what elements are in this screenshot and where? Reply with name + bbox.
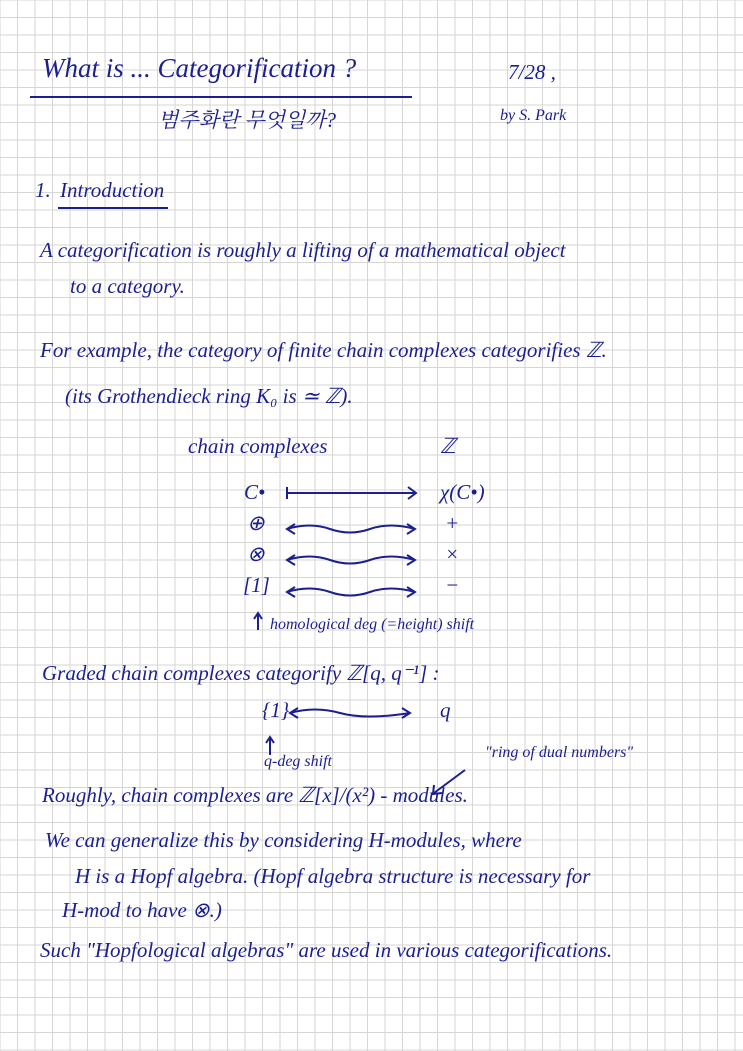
diagram-left-header: chain complexes xyxy=(188,434,328,458)
maps-to-arrow xyxy=(287,487,416,499)
diagram-right-item: + xyxy=(445,511,460,535)
graded-line: Graded chain complexes categorify ℤ[q, q⁻¹] : xyxy=(42,661,440,685)
paragraph-line: For example, the category of finite chain complexes categorifies ℤ. xyxy=(40,338,607,362)
closing-line: We can generalize this by considering H-modules, where xyxy=(45,828,522,852)
wavy-double-arrow xyxy=(287,555,415,565)
diagram-left-item: ⊗ xyxy=(247,542,265,566)
author: by S. Park xyxy=(500,107,567,124)
closing-line: H is a Hopf algebra. (Hopf algebra structure is necessary for xyxy=(75,864,591,888)
diagram-right-item: − xyxy=(445,573,460,597)
diagram-left-item: C• xyxy=(244,480,266,504)
wavy-double-arrow xyxy=(287,587,415,597)
section-number: 1. xyxy=(35,178,51,202)
wavy-double-arrow xyxy=(287,524,415,534)
diagram-right-item: χ(C•) xyxy=(440,480,485,504)
graded-right: q xyxy=(440,698,451,722)
up-arrow xyxy=(254,613,262,630)
dual-numbers-annotation: "ring of dual numbers" xyxy=(485,744,634,761)
up-arrow xyxy=(266,737,274,755)
paragraph-line: A categorification is roughly a lifting of a mathematical object xyxy=(40,238,566,262)
diagram-note: homological deg (=height) shift xyxy=(270,616,475,633)
annotation-arrow xyxy=(433,770,465,794)
wavy-double-arrow xyxy=(290,708,410,718)
paragraph-line: (its Grothendieck ring K₀ is ≃ ℤ). xyxy=(65,384,353,408)
diagram-left-item: ⊕ xyxy=(247,511,265,535)
diagram-left-item: [1] xyxy=(243,573,270,597)
paragraph-line: to a category. xyxy=(70,274,185,298)
closing-line: H-mod to have ⊗.) xyxy=(62,898,222,922)
graded-left: {1} xyxy=(262,698,290,722)
closing-line: Such "Hopfological algebras" are used in various categorifications. xyxy=(40,938,613,962)
graded-note: q-deg shift xyxy=(264,753,332,770)
note-date: 7/28 , xyxy=(508,60,556,84)
diagram-right-item: × xyxy=(445,542,460,566)
closing-line: Roughly, chain complexes are ℤ[x]/(x²) - modules. xyxy=(42,783,468,807)
note-title: What is ... Categorification ? xyxy=(42,53,357,83)
section-title: Introduction xyxy=(60,178,165,202)
korean-subtitle: 범주화란 무엇일까? xyxy=(158,108,337,132)
diagram-right-header: ℤ xyxy=(440,434,456,458)
